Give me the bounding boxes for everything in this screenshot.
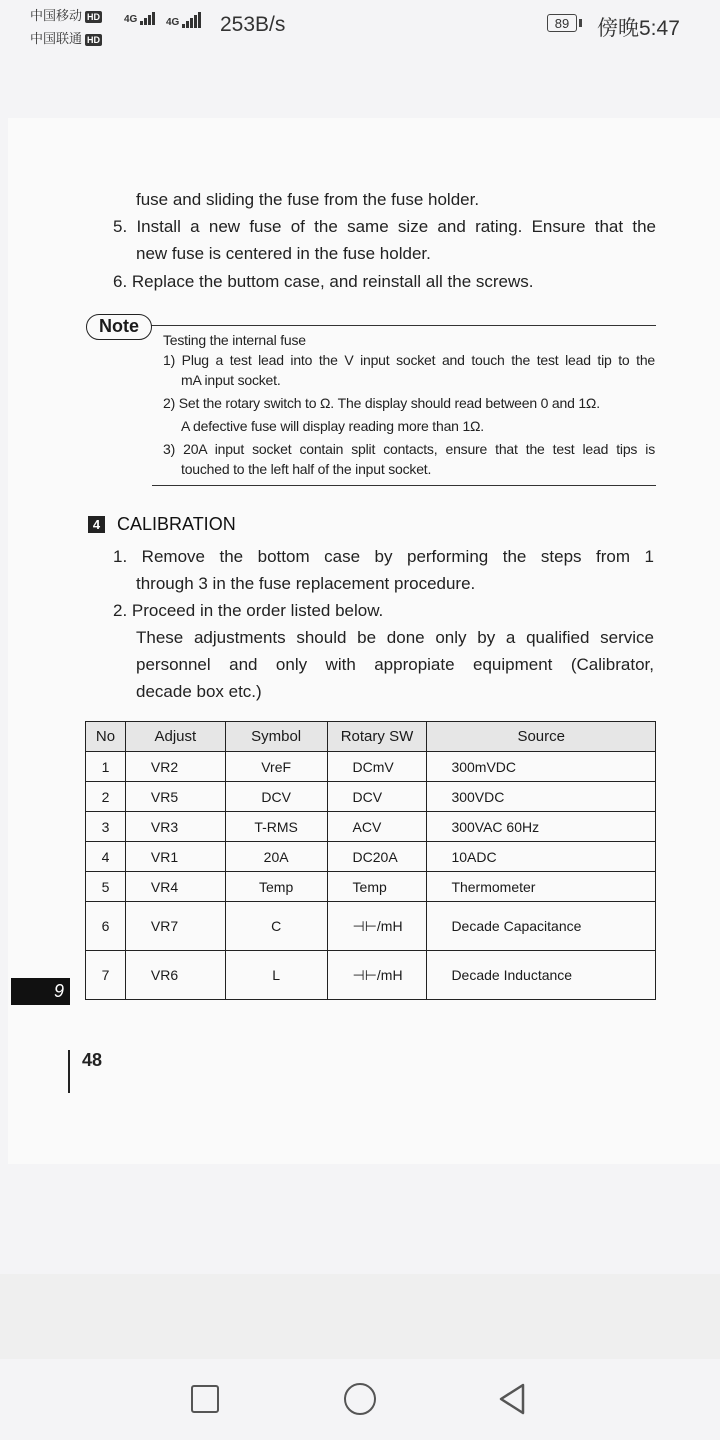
note-item3-line1: 3) 20A input socket contain split contacts, ensure that the test lead tips is [163, 441, 655, 457]
page-number: 48 [82, 1050, 103, 1070]
cell-adjust: VR5 [125, 782, 225, 812]
cell-symbol: DCV [225, 782, 327, 812]
recent-apps-icon[interactable] [191, 1385, 219, 1413]
cell-no: 3 [86, 812, 126, 842]
cell-adjust: VR7 [125, 902, 225, 951]
cell-no: 6 [86, 902, 126, 951]
cell-rotary-sw: DCV [327, 782, 427, 812]
table-row [86, 842, 656, 872]
header-symbol: Symbol [225, 722, 327, 752]
cell-rotary-sw: DC20A [327, 842, 427, 872]
cell-no: 5 [86, 872, 126, 902]
cell-symbol: L [225, 951, 327, 1000]
step5-line1: 5. Install a new fuse of the same size and rating. Ensure that the [113, 217, 656, 236]
table-header-row [86, 722, 656, 752]
cal-step1-line2: through 3 in the fuse replacement procedure. [136, 574, 476, 593]
bottom-band [0, 1274, 720, 1359]
status-bar [0, 0, 720, 50]
cell-rotary-sw: DCmV [327, 752, 427, 782]
carrier-1: 中国移动 HD [30, 8, 101, 23]
cal-step1-line1: 1. Remove the bottom case by performing the steps from 1 [113, 547, 654, 566]
cell-source: 300VDC [427, 782, 656, 812]
cell-rotary-sw: ACV [327, 812, 427, 842]
step6: 6. Replace the buttom case, and reinstall all the screws. [113, 272, 534, 291]
cell-source: Decade Capacitance [427, 902, 656, 951]
cell-adjust: VR3 [125, 812, 225, 842]
table-row [86, 872, 656, 902]
table-row [86, 752, 656, 782]
cell-no: 7 [86, 951, 126, 1000]
note-item1-line2: mA input socket. [181, 372, 281, 388]
cell-source: Decade Inductance [427, 951, 656, 1000]
cell-symbol: VreF [225, 752, 327, 782]
cal-step2: 2. Proceed in the order listed below. [113, 601, 384, 620]
table-row [86, 951, 656, 1000]
step5-line2: new fuse is centered in the fuse holder. [136, 244, 431, 263]
capacitor-inductor-icon: ⊣⊢/mH [327, 902, 427, 951]
back-icon[interactable] [497, 1382, 527, 1416]
carrier-2: 中国联通 HD [30, 31, 101, 46]
cell-rotary-sw: Temp [327, 872, 427, 902]
note-title: Testing the internal fuse [163, 332, 306, 348]
note-item2-line1: 2) Set the rotary switch to Ω. The display should read between 0 and 1Ω. [163, 395, 600, 411]
note-item3-line2: touched to the left half of the input socket. [181, 461, 432, 477]
cell-symbol: C [225, 902, 327, 951]
cell-source: 300VAC 60Hz [427, 812, 656, 842]
note-item2-line2: A defective fuse will display reading more than 1Ω. [181, 418, 484, 434]
table-row [86, 902, 656, 951]
cell-no: 2 [86, 782, 126, 812]
cell-symbol: Temp [225, 872, 327, 902]
calibration-table [85, 721, 656, 1000]
signal-icon-1: 4G [124, 12, 156, 25]
calibration-number-badge: 4 [88, 516, 105, 533]
cell-symbol: 20A [225, 842, 327, 872]
cell-symbol: T-RMS [225, 812, 327, 842]
table-row [86, 782, 656, 812]
battery-tip [579, 19, 582, 27]
header-no: No [86, 722, 126, 752]
cal-para-line1: These adjustments should be done only by a qualified service [136, 628, 654, 647]
fuse-step-continued: fuse and sliding the fuse from the fuse holder. [136, 190, 480, 209]
cell-source: Thermometer [427, 872, 656, 902]
clock: 傍晚5:47 [597, 17, 680, 40]
header-rotary-sw: Rotary SW [327, 722, 427, 752]
network-speed: 253B/s [220, 13, 286, 36]
note-bottom-rule [152, 485, 656, 486]
cell-adjust: VR6 [125, 951, 225, 1000]
cal-para-line2: personnel and only with appropiate equipment (Calibrator, [136, 655, 654, 674]
home-icon[interactable] [344, 1383, 376, 1415]
cell-source: 300mVDC [427, 752, 656, 782]
signal-icon-2: 4G [166, 12, 202, 28]
capacitor-inductor-icon: ⊣⊢/mH [327, 951, 427, 1000]
cell-adjust: VR4 [125, 872, 225, 902]
cal-para-line3: decade box etc.) [136, 682, 262, 701]
cell-source: 10ADC [427, 842, 656, 872]
cell-no: 4 [86, 842, 126, 872]
note-badge: Note [86, 314, 152, 340]
page-number-bar [68, 1050, 70, 1093]
battery-icon: 89 [547, 14, 577, 32]
table-row [86, 812, 656, 842]
header-adjust: Adjust [125, 722, 225, 752]
note-top-rule [150, 325, 656, 326]
cell-no: 1 [86, 752, 126, 782]
chapter-side-tab: 9 [11, 978, 70, 1005]
calibration-heading: CALIBRATION [117, 514, 236, 534]
note-item1-line1: 1) Plug a test lead into the V input socket and touch the test lead tip to the [163, 352, 655, 368]
cell-adjust: VR2 [125, 752, 225, 782]
cell-adjust: VR1 [125, 842, 225, 872]
header-source: Source [427, 722, 656, 752]
